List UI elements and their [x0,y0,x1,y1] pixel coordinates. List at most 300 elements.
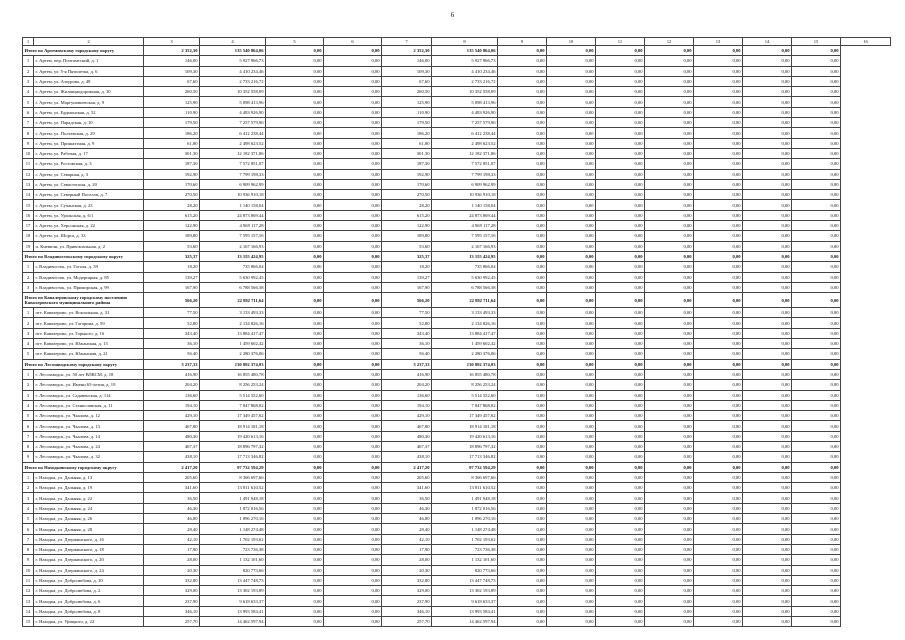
value-cell: 1 702 193,62 [432,534,498,544]
value-cell: 0,00 [645,66,694,76]
value-cell: 0,00 [498,56,547,66]
subtotal-cell: 0,00 [743,462,792,472]
subtotal-cell: 0,00 [645,359,694,369]
value-cell: 0,00 [743,400,792,410]
value-cell: 0,00 [694,56,743,66]
address-cell: г. Находка, ул. Урицкого, д. 22 [34,617,144,627]
address-cell: г. Артем, ул. Уральская, д. 6/1 [34,210,144,220]
value-cell: 0,00 [498,200,547,210]
value-cell: 467,37 [382,441,432,451]
value-cell: 0,00 [743,586,792,596]
value-cell: 5 514 552,60 [200,390,266,400]
value-cell: 0,00 [645,210,694,220]
value-cell: 0,00 [645,555,694,565]
address-cell: г. Лесозаводск, ул. Станиславская, д. 11 [34,400,144,410]
subtotal-cell: 0,00 [498,251,547,261]
value-cell: 0,00 [596,606,645,616]
value-cell: 0,00 [694,503,743,513]
row-number: 17 [23,221,34,231]
value-cell: 205,60 [382,472,432,482]
value-cell: 0,00 [792,617,841,627]
value-cell: 0,00 [596,272,645,282]
table-row [23,148,891,158]
value-cell: 0,00 [596,66,645,76]
table-row [23,544,891,554]
value-cell: 0,00 [694,87,743,97]
value-cell: 0,00 [498,555,547,565]
value-cell: 0,00 [324,534,382,544]
value-cell: 0,00 [498,380,547,390]
value-cell: 0,00 [547,308,596,318]
value-cell: 0,00 [547,210,596,220]
value-cell: 0,00 [547,400,596,410]
value-cell: 0,00 [792,221,841,231]
row-number: 4 [23,503,34,513]
value-cell: 0,00 [596,380,645,390]
value-cell: 0,00 [694,441,743,451]
value-cell: 0,00 [645,534,694,544]
value-cell: 0,00 [645,76,694,86]
value-cell: 0,00 [266,349,324,359]
value-cell: 13 302 193,89 [200,586,266,596]
address-cell: г. Лесозаводск, ул. Чкалова, д. 24 [34,441,144,451]
address-cell: г. Находка, ул. Добролюбова, д. 8 [34,606,144,616]
value-cell: 0,00 [792,575,841,585]
subtotal-row [23,462,891,472]
value-cell: 0,00 [266,555,324,565]
subtotal-cell: 0,00 [547,46,596,56]
value-cell: 0,00 [498,328,547,338]
value-cell: 7 257 579,96 [432,118,498,128]
value-cell: 1 140 158,04 [432,200,498,210]
value-cell: 0,00 [324,231,382,241]
value-cell: 343,40 [144,328,200,338]
value-cell: 260,50 [382,87,432,97]
address-cell: г. Артем, ул. Маргуновьевская, д. 9 [34,97,144,107]
value-cell: 0,00 [743,231,792,241]
value-cell: 0,00 [792,514,841,524]
address-cell: г. Находка, ул. Дальняя, д. 24 [34,503,144,513]
column-header: 5 [266,38,324,46]
value-cell: 438,10 [144,452,200,462]
value-cell: 0,00 [645,97,694,107]
value-cell: 0,00 [645,421,694,431]
value-cell: 0,00 [694,128,743,138]
value-cell: 1 872 016,56 [200,503,266,513]
value-cell: 0,00 [547,66,596,76]
subtotal-cell: 0,00 [694,46,743,56]
value-cell: 0,00 [596,56,645,66]
value-cell: 0,00 [547,328,596,338]
value-cell: 187,30 [382,159,432,169]
report-table [22,37,891,627]
value-cell: 4 410 234,46 [200,66,266,76]
value-cell: 8 366 697,66 [200,472,266,482]
value-cell: 0,00 [694,262,743,272]
value-cell: 125,90 [382,97,432,107]
value-cell: 0,00 [324,565,382,575]
value-cell: 0,00 [645,617,694,627]
value-cell: 0,00 [743,431,792,441]
value-cell: 0,00 [266,503,324,513]
value-cell: 6 412 238,44 [432,128,498,138]
value-cell: 0,00 [547,503,596,513]
table-row [23,87,891,97]
value-cell: 467,80 [382,421,432,431]
value-cell: 1 459 602,42 [432,339,498,349]
value-cell: 0,00 [596,87,645,97]
value-cell: 0,00 [694,148,743,158]
value-cell: 0,00 [266,606,324,616]
value-cell: 0,00 [266,596,324,606]
value-cell: 0,00 [547,544,596,554]
value-cell: 301,30 [144,148,200,158]
table-row [23,339,891,349]
value-cell: 61,80 [144,138,200,148]
table-row [23,441,891,451]
value-cell: 7 595 157,16 [432,231,498,241]
value-cell: 10 352 558,09 [432,87,498,97]
value-cell: 0,00 [694,282,743,292]
address-cell: г. Находка, ул. Дзержинского, д. 18 [34,544,144,554]
value-cell: 0,00 [547,159,596,169]
value-cell: 0,00 [694,241,743,251]
value-cell: 167,90 [144,282,200,292]
value-cell: 0,00 [596,262,645,272]
value-cell: 0,00 [743,349,792,359]
column-header: 3 [144,38,200,46]
value-cell: 0,00 [324,544,382,554]
value-cell: 1 459 602,42 [200,339,266,349]
value-cell: 0,00 [743,159,792,169]
value-cell: 0,00 [547,262,596,272]
subtotal-cell: 2 417,20 [382,462,432,472]
value-cell: 0,00 [694,349,743,359]
row-number: 6 [23,524,34,534]
value-cell: 0,00 [324,262,382,272]
table-row [23,328,891,338]
subtotal-row [23,251,891,261]
value-cell: 0,00 [645,369,694,379]
value-cell: 0,00 [324,87,382,97]
subtotal-cell: 0,00 [596,293,645,308]
value-cell: 346,10 [382,606,432,616]
value-cell: 0,00 [645,483,694,493]
value-cell: 257,70 [382,617,432,627]
table-row [23,390,891,400]
value-cell: 0,00 [547,221,596,231]
value-cell: 5 630 992,45 [200,272,266,282]
value-cell: 186,20 [144,128,200,138]
subtotal-cell: 0,00 [498,462,547,472]
value-cell: 0,00 [547,452,596,462]
value-cell: 0,00 [792,282,841,292]
value-cell: 260,50 [144,87,200,97]
value-cell: 0,00 [498,565,547,575]
row-number: 5 [23,411,34,421]
value-cell: 0,00 [596,452,645,462]
value-cell: 0,00 [324,159,382,169]
value-cell: 0,00 [694,221,743,231]
value-cell: 0,00 [498,128,547,138]
value-cell: 0,00 [324,503,382,513]
row-number: 10 [23,148,34,158]
value-cell: 194,10 [382,400,432,410]
value-cell: 139,27 [382,272,432,282]
table-row [23,483,891,493]
value-cell: 0,00 [547,107,596,117]
value-cell: 0,00 [596,390,645,400]
value-cell: 0,00 [645,221,694,231]
value-cell: 0,00 [596,128,645,138]
value-cell: 0,00 [792,97,841,107]
value-cell: 6 412 238,44 [200,128,266,138]
value-cell: 0,00 [596,339,645,349]
column-header: 1 [23,38,34,46]
value-cell: 1 132 101,60 [432,555,498,565]
row-number: 11 [23,159,34,169]
row-number: 9 [23,555,34,565]
value-cell: 186,20 [382,128,432,138]
value-cell: 0,00 [498,241,547,251]
value-cell: 0,00 [743,380,792,390]
value-cell: 0,00 [743,441,792,451]
value-cell: 10 352 558,09 [200,87,266,97]
subtotal-cell: 0,00 [792,462,841,472]
row-number: 14 [23,606,34,616]
value-cell: 0,00 [792,241,841,251]
value-cell: 0,00 [498,441,547,451]
subtotal-cell: 0,00 [645,462,694,472]
subtotal-cell: 0,00 [266,462,324,472]
value-cell: 0,00 [266,221,324,231]
value-cell: 0,00 [743,555,792,565]
value-cell: 0,00 [498,544,547,554]
value-cell: 0,00 [596,231,645,241]
value-cell: 0,00 [547,390,596,400]
value-cell: 13 811 610,52 [432,483,498,493]
value-cell: 0,00 [645,87,694,97]
value-cell: 0,00 [498,231,547,241]
row-number: 8 [23,128,34,138]
value-cell: 0,00 [266,76,324,86]
row-number: 6 [23,107,34,117]
value-cell: 0,00 [792,56,841,66]
subtotal-cell: 0,00 [324,46,382,56]
value-cell: 0,00 [645,503,694,513]
report-table-body [23,38,891,627]
address-cell: г. Лесозаводск, ул. 50 лет ВЛКСМ, д. 18 [34,369,144,379]
value-cell: 0,00 [743,544,792,554]
address-cell: г. Владивосток, ул. Модерицкая, д. 85 [34,272,144,282]
subtotal-label: Итого по Артемовскому городскому округу [23,46,144,56]
address-cell: г. Находка, ул. Добролюбова, д. 2 [34,586,144,596]
value-cell: 0,00 [596,318,645,328]
value-cell: 0,00 [792,231,841,241]
value-cell: 0,00 [743,606,792,616]
subtotal-cell: 0,00 [743,251,792,261]
value-cell: 0,00 [498,339,547,349]
column-header: 4 [200,38,266,46]
value-cell: 0,00 [645,441,694,451]
value-cell: 5 630 992,45 [432,272,498,282]
table-row [23,221,891,231]
row-number: 2 [23,318,34,328]
value-cell: 1 896 270,16 [200,514,266,524]
value-cell: 146,00 [144,56,200,66]
value-cell: 0,00 [743,118,792,128]
value-cell: 0,00 [645,400,694,410]
subtotal-cell: 325,37 [144,251,200,261]
value-cell: 0,00 [266,66,324,76]
value-cell: 0,00 [743,421,792,431]
value-cell: 1 148 274,48 [200,524,266,534]
value-cell: 52,80 [144,318,200,328]
address-cell: пгт. Кавалерово, ул. Южанская, д. 13 [34,339,144,349]
value-cell: 13 447 748,73 [200,575,266,585]
value-cell: 5 927 966,73 [200,56,266,66]
subtotal-row [23,293,891,308]
value-cell: 0,00 [694,200,743,210]
subtotal-cell: 135 540 864,06 [432,46,498,56]
value-cell: 0,00 [743,128,792,138]
value-cell: 7 572 851,07 [432,159,498,169]
address-cell: г. Лесозаводск, ул. Чкалова, д. 32 [34,452,144,462]
table-row [23,606,891,616]
value-cell: 24 873 869,44 [432,210,498,220]
row-number: 3 [23,282,34,292]
row-number: 13 [23,179,34,189]
value-cell: 2 134 826,16 [200,318,266,328]
value-cell: 0,00 [547,349,596,359]
value-cell: 0,00 [547,411,596,421]
address-cell: г. Артем, ул. Ростовская, д. 3 [34,159,144,169]
table-row [23,107,891,117]
value-cell: 0,00 [324,452,382,462]
row-number: 14 [23,190,34,200]
value-cell: 0,00 [792,87,841,97]
value-cell: 0,00 [743,272,792,282]
subtotal-cell: 0,00 [547,293,596,308]
row-number: 1 [23,56,34,66]
value-cell: 0,00 [547,179,596,189]
value-cell: 0,00 [596,524,645,534]
subtotal-cell: 0,00 [792,359,841,369]
value-cell: 0,00 [645,138,694,148]
address-cell: г. Артем, ул. Полтавская, д. 29 [34,128,144,138]
value-cell: 0,00 [596,575,645,585]
subtotal-cell: 22 892 711,64 [432,293,498,308]
subtotal-cell: 0,00 [596,46,645,56]
value-cell: 3 133 493,33 [200,308,266,318]
value-cell: 0,00 [694,169,743,179]
subtotal-cell: 0,00 [694,251,743,261]
value-cell: 0,00 [324,56,382,66]
value-cell: 0,00 [324,390,382,400]
value-cell: 0,00 [694,452,743,462]
value-cell: 0,00 [743,138,792,148]
row-number: 4 [23,400,34,410]
value-cell: 0,00 [498,76,547,86]
value-cell: 0,00 [324,148,382,158]
value-cell: 167,90 [382,282,432,292]
value-cell: 13 302 193,89 [432,586,498,596]
value-cell: 0,00 [792,431,841,441]
value-cell: 332,80 [382,575,432,585]
value-cell: 0,00 [547,514,596,524]
subtotal-label: Итого по Кавалеровскому городскому поселению Кавалеровского муниципального района [23,293,144,308]
value-cell: 13 811 610,52 [200,483,266,493]
address-cell: г. Находка, ул. Дзержинского, д. 24 [34,565,144,575]
value-cell: 6 909 962,99 [200,179,266,189]
value-cell: 2 498 623,52 [200,138,266,148]
value-cell: 0,00 [694,369,743,379]
value-cell: 0,00 [547,483,596,493]
value-cell: 0,00 [324,179,382,189]
value-cell: 0,00 [645,524,694,534]
value-cell: 13 993 584,41 [432,606,498,616]
address-cell: г. Артем, ул. Жилищнодорожная, д. 10 [34,87,144,97]
value-cell: 615,20 [144,210,200,220]
subtotal-cell: 0,00 [324,462,382,472]
value-cell: 17 349 457,02 [200,411,266,421]
table-row [23,118,891,128]
value-cell: 0,00 [547,282,596,292]
row-number: 9 [23,138,34,148]
table-row [23,411,891,421]
value-cell: 0,00 [694,606,743,616]
value-cell: 0,00 [596,118,645,128]
value-cell: 189,80 [144,231,200,241]
value-cell: 0,00 [596,349,645,359]
subtotal-cell: 0,00 [694,462,743,472]
value-cell: 0,00 [645,472,694,482]
value-cell: 12 182 371,86 [200,148,266,158]
row-number: 13 [23,596,34,606]
value-cell: 46,30 [382,503,432,513]
subtotal-cell: 0,00 [694,293,743,308]
value-cell: 24 873 869,44 [200,210,266,220]
value-cell: 0,00 [743,190,792,200]
value-cell: 0,00 [792,586,841,596]
value-cell: 2 733 216,72 [200,76,266,86]
value-cell: 46,80 [144,514,200,524]
value-cell: 36,50 [382,493,432,503]
value-cell: 1 148 274,48 [432,524,498,534]
table-row [23,210,891,220]
value-cell: 0,00 [266,107,324,117]
row-number: 7 [23,431,34,441]
row-number: 3 [23,493,34,503]
subtotal-cell: 0,00 [792,46,841,56]
value-cell: 0,00 [266,544,324,554]
row-number: 8 [23,441,34,451]
address-cell: г. Артем, ул. Азоурова, д. 48 [34,76,144,86]
value-cell: 0,00 [645,148,694,158]
value-cell: 204,20 [382,380,432,390]
value-cell: 0,00 [645,380,694,390]
value-cell: 0,00 [645,431,694,441]
subtotal-cell: 0,00 [266,293,324,308]
address-cell: г. Находка, ул. Дальняя, д. 19 [34,483,144,493]
value-cell: 18,20 [144,262,200,272]
value-cell: 0,00 [547,200,596,210]
value-cell: 301,30 [382,148,432,158]
value-cell: 0,00 [792,441,841,451]
value-cell: 0,00 [266,328,324,338]
subtotal-cell: 566,20 [382,293,432,308]
subtotal-cell: 0,00 [694,359,743,369]
